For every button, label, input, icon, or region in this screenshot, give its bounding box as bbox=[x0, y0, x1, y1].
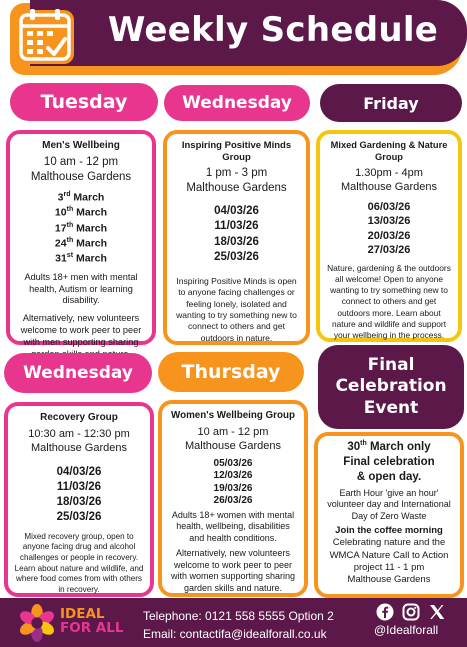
date-item: 3rd March bbox=[57, 191, 105, 204]
date-item: 05/03/26 bbox=[213, 457, 253, 469]
day-header-wednesday: Wednesday bbox=[4, 353, 152, 393]
tuesday-card bbox=[6, 130, 156, 345]
instagram-icon[interactable] bbox=[402, 603, 420, 621]
facebook-icon[interactable] bbox=[376, 603, 394, 621]
session-time: 1.30pm - 4pm bbox=[355, 166, 423, 179]
description: Alternatively, new volunteers welcome to work peer to peer with men supporting sharing bbox=[20, 313, 142, 347]
date-item: 25/03/26 bbox=[214, 251, 259, 264]
description: Inspiring Positive Minds is open to anyone facing challenges or feeling lonely, isolated and wanting to try something new to connect to others and get outdoors in nature. bbox=[176, 275, 297, 343]
final-date: 30th March only bbox=[347, 440, 431, 453]
activity-title: Inspiring Positive Minds Group bbox=[181, 140, 292, 164]
date-list bbox=[173, 204, 300, 266]
activity-title: Recovery Group bbox=[40, 412, 118, 423]
date-item: 10th March bbox=[54, 206, 108, 219]
date-list bbox=[16, 190, 146, 266]
date-list bbox=[168, 458, 298, 508]
description: Adults 18+ men with mental health, Autism or learning disability. bbox=[24, 271, 138, 306]
session-time: 1 pm - 3 pm bbox=[205, 167, 268, 180]
telephone[interactable]: Telephone: 0121 558 5555 Option 2 bbox=[143, 609, 334, 623]
date-item: 06/03/26 bbox=[367, 200, 411, 213]
coffee-morning-desc: Celebrating nature and the WMCA Nature Call to Action project 11 - 1 pm bbox=[329, 537, 449, 574]
logo-wordmark: IDEAL FOR ALL bbox=[60, 606, 124, 637]
final-title-line: Event bbox=[363, 397, 419, 418]
calendar-icon bbox=[14, 6, 76, 66]
social-links bbox=[376, 603, 446, 621]
venue: Malthouse Gardens bbox=[30, 170, 132, 183]
activity-title: Men's Wellbeing bbox=[42, 140, 120, 151]
x-icon[interactable] bbox=[428, 603, 446, 621]
final-event-header bbox=[318, 345, 464, 429]
date-item: 20/03/26 bbox=[367, 229, 411, 242]
date-item: 11/03/26 bbox=[214, 220, 259, 233]
contact-info bbox=[143, 607, 334, 643]
venue: Malthouse Gardens bbox=[186, 182, 287, 195]
activity-title: Women's Wellbeing Group bbox=[171, 410, 295, 421]
social-handle[interactable]: @Idealforall bbox=[374, 623, 439, 637]
day-header-thursday: Thursday bbox=[158, 352, 304, 392]
email[interactable]: Email: contactifa@idealforall.co.uk bbox=[143, 627, 327, 641]
wednesday-card-1 bbox=[163, 130, 310, 345]
date-item: 04/03/26 bbox=[56, 465, 102, 478]
date-item: 19/03/26 bbox=[213, 482, 253, 494]
date-list bbox=[326, 200, 452, 257]
session-time: 10 am - 12 pm bbox=[197, 425, 269, 438]
venue: Malthouse Gardens bbox=[341, 180, 437, 193]
date-item: 24th March bbox=[54, 236, 108, 250]
date-item: 26/03/26 bbox=[213, 495, 253, 507]
venue: Malthouse Gardens bbox=[31, 441, 127, 454]
wednesday-card-2 bbox=[4, 402, 154, 597]
final-title-line: Final bbox=[367, 355, 415, 376]
session-time: 10 am - 12 pm bbox=[43, 155, 119, 168]
activity-title: Mixed Gardening & Nature Group bbox=[330, 140, 448, 162]
date-item: 18/03/26 bbox=[56, 496, 102, 509]
date-item: 04/03/26 bbox=[214, 204, 259, 217]
description: Nature, gardening & the outdoors all welcome! Open to anyone wanting to try something new to connect to others and get outdoors more. Learn about nature and wildlife and support your wellbeing in the process. bbox=[327, 263, 451, 340]
day-header-tuesday: Tuesday bbox=[10, 83, 158, 121]
page-title: Weekly Schedule bbox=[107, 10, 439, 50]
earth-hour-note: Earth Hour 'give an hour' volunteer day and International Day of Zero Waste bbox=[327, 487, 451, 521]
description: Mixed recovery group, open to anyone facing drug and alcohol challenges or people in recovery. Learn about nature and wildlife, and where food comes from with others in recovery. bbox=[14, 531, 144, 594]
description: Alternatively, new volunteers welcome to work peer to peer with women supporting sharing garden skills and nature. bbox=[170, 548, 296, 593]
date-list bbox=[14, 465, 144, 526]
date-item: 31st March bbox=[55, 251, 107, 265]
date-item: 11/03/26 bbox=[56, 481, 102, 494]
thursday-card bbox=[158, 400, 308, 597]
day-header-wednesday: Wednesday bbox=[164, 85, 310, 121]
coffee-morning-title: Join the coffee morning bbox=[335, 525, 443, 537]
friday-card bbox=[316, 130, 462, 342]
final-title-line: Celebration bbox=[335, 376, 447, 397]
date-item: 27/03/26 bbox=[367, 243, 411, 256]
date-item: 13/03/26 bbox=[367, 215, 411, 228]
date-item: 17th March bbox=[54, 221, 108, 235]
session-time: 10:30 am - 12:30 pm bbox=[28, 427, 130, 440]
venue: Malthouse Gardens bbox=[347, 574, 431, 586]
ideal-for-all-logo-icon bbox=[18, 604, 56, 642]
date-item: 12/03/26 bbox=[213, 470, 253, 482]
day-header-friday: Friday bbox=[320, 84, 462, 122]
final-headline: Final celebration & open day. bbox=[343, 455, 435, 484]
final-event-card bbox=[314, 432, 464, 598]
venue: Malthouse Gardens bbox=[185, 439, 281, 452]
date-item: 18/03/26 bbox=[214, 235, 259, 248]
date-item: 25/03/26 bbox=[56, 511, 102, 524]
description: Adults 18+ women with mental health, wellbeing, disabilities and health conditions. bbox=[171, 509, 295, 543]
